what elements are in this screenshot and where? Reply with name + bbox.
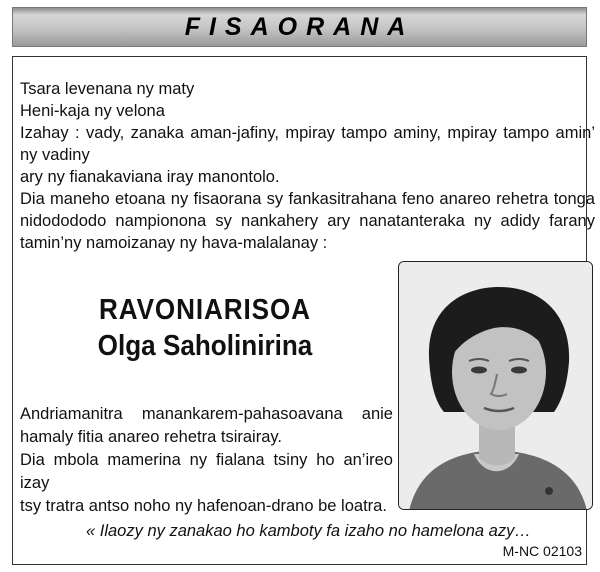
intro-line: Izahay : vady, zanaka aman-jafiny, mpiray tampo aminy, mpiray tampo amin’	[20, 124, 595, 142]
intro-line: Dia maneho etoana ny fisaorana sy fankasitrahana feno anareo rehetra tonga	[20, 190, 595, 208]
reference-code: M-NC 02103	[502, 543, 582, 559]
intro-line: ny vadiny	[20, 146, 90, 164]
prayer-line: hamaly fitia anareo rehetra tsirairay.	[20, 428, 282, 446]
prayer-line: Dia mbola mamerina ny fialana tsiny ho an’ireo izay	[20, 451, 393, 492]
prayer-text	[20, 403, 393, 518]
header-title: FISAORANA	[184, 12, 415, 41]
deceased-given-names: Olga Saholinirina	[97, 330, 313, 362]
intro-line: Tsara levenana ny maty	[20, 80, 195, 98]
intro-line: ary ny fianakaviana iray manontolo.	[20, 168, 280, 186]
intro-text	[20, 78, 595, 254]
deceased-surname: RAVONIARISOA	[99, 294, 311, 326]
intro-line: tamin’ny namoizanay ny hava-malalanay :	[20, 234, 328, 252]
portrait-illustration	[399, 262, 593, 510]
intro-line: nidodododo nampionona sy nankahery ary nanatanteraka ny adidy farany	[20, 212, 595, 230]
intro-line: Heni-kaja ny velona	[20, 102, 165, 120]
announcement-header	[12, 7, 587, 47]
closing-quote: « Ilaozy ny zanakao ho kamboty fa izaho no hamelona azy…	[86, 522, 531, 540]
portrait-photo	[398, 261, 593, 510]
prayer-line: Andriamanitra manankarem-pahasoavana anie	[20, 405, 393, 423]
prayer-line: tsy tratra antso noho ny hafenoan-drano be loatra.	[20, 497, 387, 515]
deceased-name	[20, 292, 390, 364]
